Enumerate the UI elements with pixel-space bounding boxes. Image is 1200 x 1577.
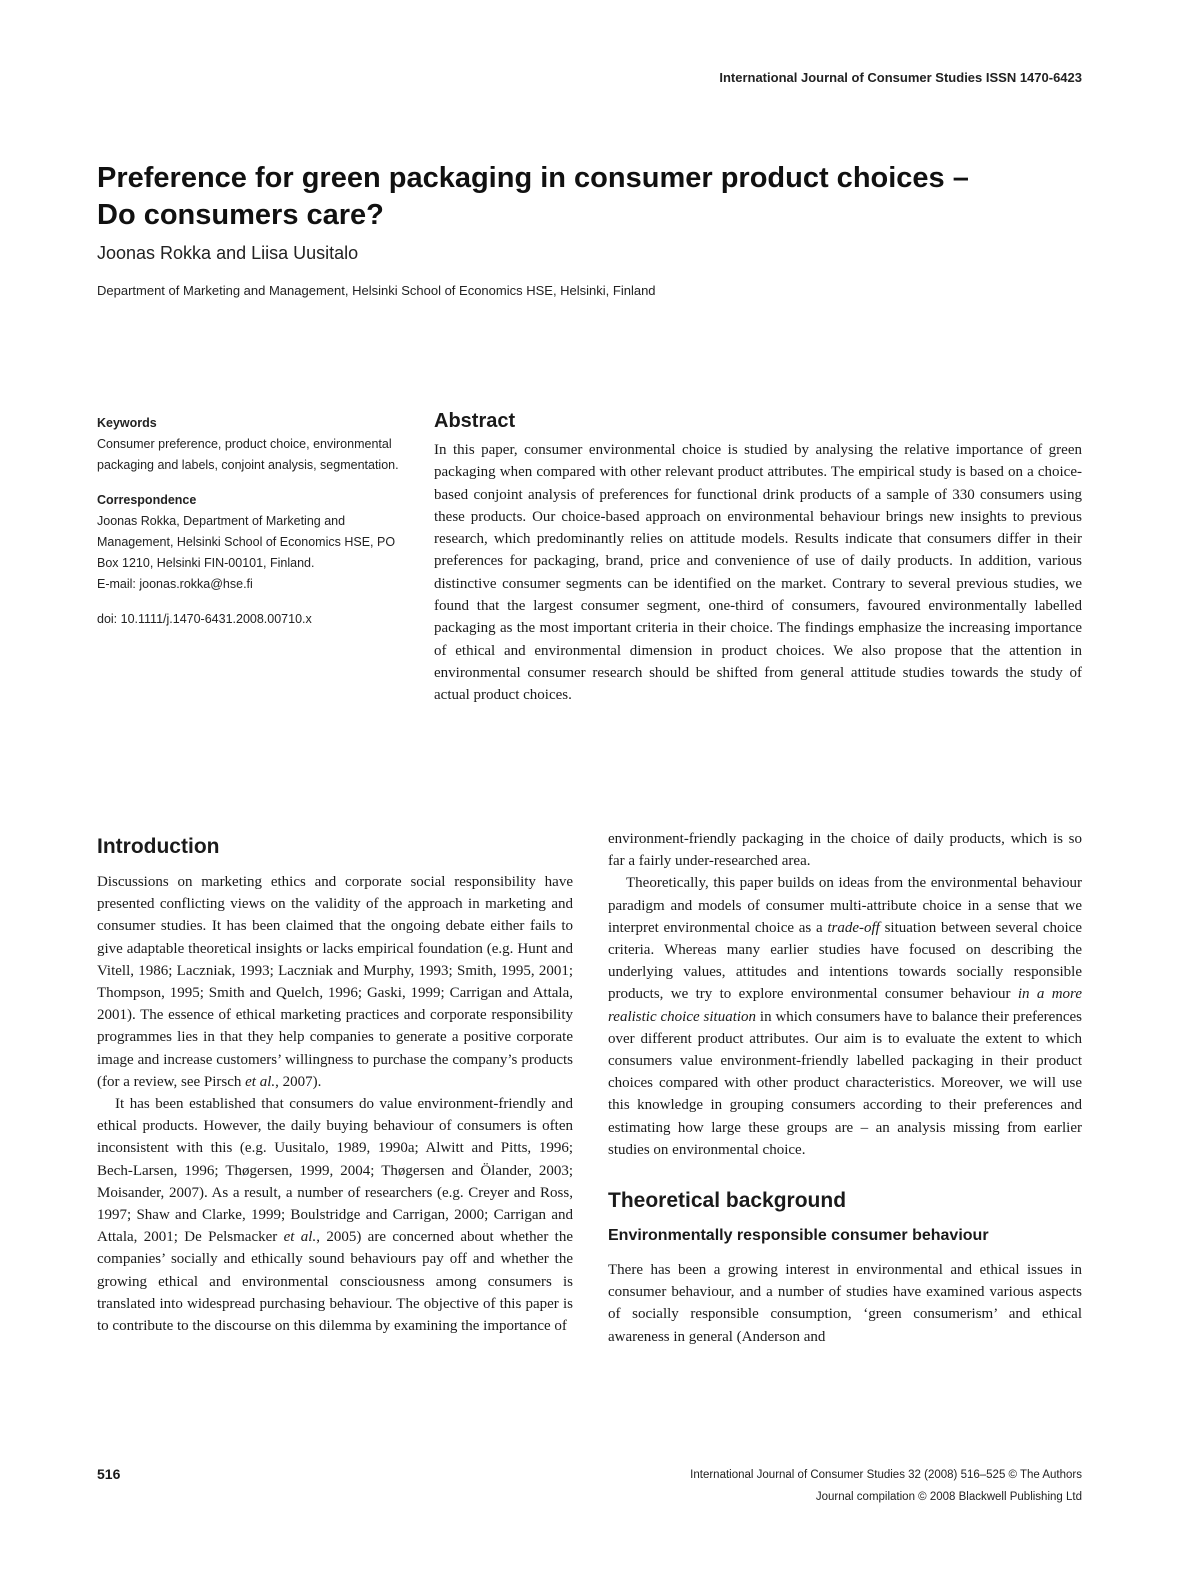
left-column — [97, 835, 573, 1337]
email-link[interactable]: E-mail: joonas.rokka@hse.fi — [97, 577, 253, 591]
introduction-heading: Introduction — [97, 835, 220, 858]
keywords-heading: Keywords — [97, 416, 157, 430]
abstract-heading: Abstract — [434, 410, 516, 432]
intro-paragraph-2-continued: environment-friendly packaging in the choice of daily products, which is so far a fairly under-researched area. — [608, 831, 1082, 870]
intro-paragraph-2: It has been established that consumers do value environment-friendly and ethical products. However, the daily buying behaviour of consumers is often inconsistent with this (e.g. Uusitalo, 1989, 1990a; Alwitt and Pitts, 1996; Bech-Larsen, 1996; Thøgersen, 1999, 2004; Thøgersen and Ölander, 2003; Moisander, 2007). As a result, a number of researchers (e.g. Creyer and Ross, 1997; Shaw and Clarke, 1999; Boulstridge and Carrigan, 2000; Carrigan and Attala, 2001; De Pelsmacker et al., 2005) are concerned about whether the companies’ socially and ethically sound behaviours pay off and whether the growing ethical and environmental consciousness among consumers is translated into widespread purchasing behaviour. The objective of this paper is to contribute to the discourse on this dilemma by examining the importance of — [97, 1096, 573, 1335]
right-column — [608, 828, 1082, 1348]
abstract-text: In this paper, consumer environmental choice is studied by analysing the relative importance of green packaging when compared with other relevant product attributes. The empirical study is based on a choice-based conjoint analysis of preferences for functional drink products of a sample of 330 consumers using these products. Our choice-based approach on environmental behaviour brings new insights to previous research, which predominantly relies on attitude models. Results indicate that consumers differ in their preferences for packaging, brand, price and convenience of use of daily products. In addition, various distinctive consumer segments can be identified on the market. Contrary to several previous studies, we found that the largest consumer segment, one-third of consumers, favoured environmentally labelled packaging as the most important criteria in their choice. The findings emphasize the increasing importance of ethical and environmental dimension in product choices. We also propose that the attention in environmental consumer research should be shifted from general attitude studies towards the study of actual product choices. — [434, 442, 1082, 704]
environmental-behaviour-subheading: Environmentally responsible consumer behaviour — [608, 1227, 989, 1245]
journal-compilation: Journal compilation © 2008 Blackwell Publishing Ltd — [815, 1491, 1082, 1503]
theory-paragraph-1: There has been a growing interest in environmental and ethical issues in consumer behaviour, and a number of studies have examined various aspects of socially responsible consumption, ‘green consumerism’ and ethical awareness in general (Anderson and — [608, 1262, 1082, 1345]
theoretical-background-heading: Theoretical background — [608, 1189, 847, 1213]
journal-citation: International Journal of Consumer Studies 32 (2008) 516–525 © The Authors — [690, 1469, 1082, 1481]
affiliation: Department of Marketing and Management, Helsinki School of Economics HSE, Helsinki, Finland — [97, 283, 656, 298]
correspondence-text: Joonas Rokka, Department of Marketing and Management, Helsinki School of Economics HSE, PO Box 1210, Helsinki FIN-00101, Finland. — [97, 514, 396, 570]
correspondence-heading: Correspondence — [97, 493, 197, 507]
running-head: International Journal of Consumer Studies ISSN 1470-6423 — [719, 70, 1082, 85]
page-number: 516 — [97, 1466, 121, 1482]
authors: Joonas Rokka and Liisa Uusitalo — [97, 243, 359, 263]
correspondence-block — [97, 490, 407, 595]
article-info-sidebar — [97, 413, 407, 644]
doi-link[interactable]: doi: 10.1111/j.1470-6431.2008.00710.x — [97, 612, 312, 626]
footer-citation — [690, 1464, 1082, 1508]
intro-paragraph-3: Theoretically, this paper builds on ideas from the environmental behaviour paradigm and models of consumer multi-attribute choice in a sense that we interpret environmental choice as a trade-off situation between several choice criteria. Whereas many earlier studies have focused on describing the underlying values, attitudes and intentions towards socially responsible products, we try to explore environmental consumer behaviour in a more realistic choice situation in which consumers have to balance their preferences over different product attributes. Our aim is to evaluate the extent to which consumers value environment-friendly labelled packaging in their product choices compared with other product characteristics. Moreover, we will use this knowledge in grouping consumers according to their preferences and estimating how large these groups are – an analysis missing from earlier studies on environmental choice. — [608, 875, 1082, 1158]
abstract-section — [434, 410, 1082, 707]
intro-paragraph-1: Discussions on marketing ethics and corporate social responsibility have presented conflicting views on the validity of the approach in marketing and consumer studies. It has been claimed that the ongoing debate either fails to give adaptable theoretical insights or lacks empirical foundation (e.g. Hunt and Vitell, 1986; Laczniak, 1993; Laczniak and Murphy, 1993; Smith, 1995, 2001; Thompson, 1995; Smith and Quelch, 1996; Gaski, 1999; Carrigan and Attala, 2001). The essence of ethical marketing practices and corporate responsibility programmes lies in that they help companies to generate a positive corporate image and increase customers’ willingness to purchase the company’s products (for a review, see Pirsch et al., 2007). — [97, 874, 573, 1090]
keywords-block — [97, 413, 407, 476]
keywords-text: Consumer preference, product choice, environmental packaging and labels, conjoint analysis, segmentation. — [97, 437, 399, 472]
article-title: Preference for green packaging in consumer product choices – Do consumers care? — [97, 162, 969, 231]
